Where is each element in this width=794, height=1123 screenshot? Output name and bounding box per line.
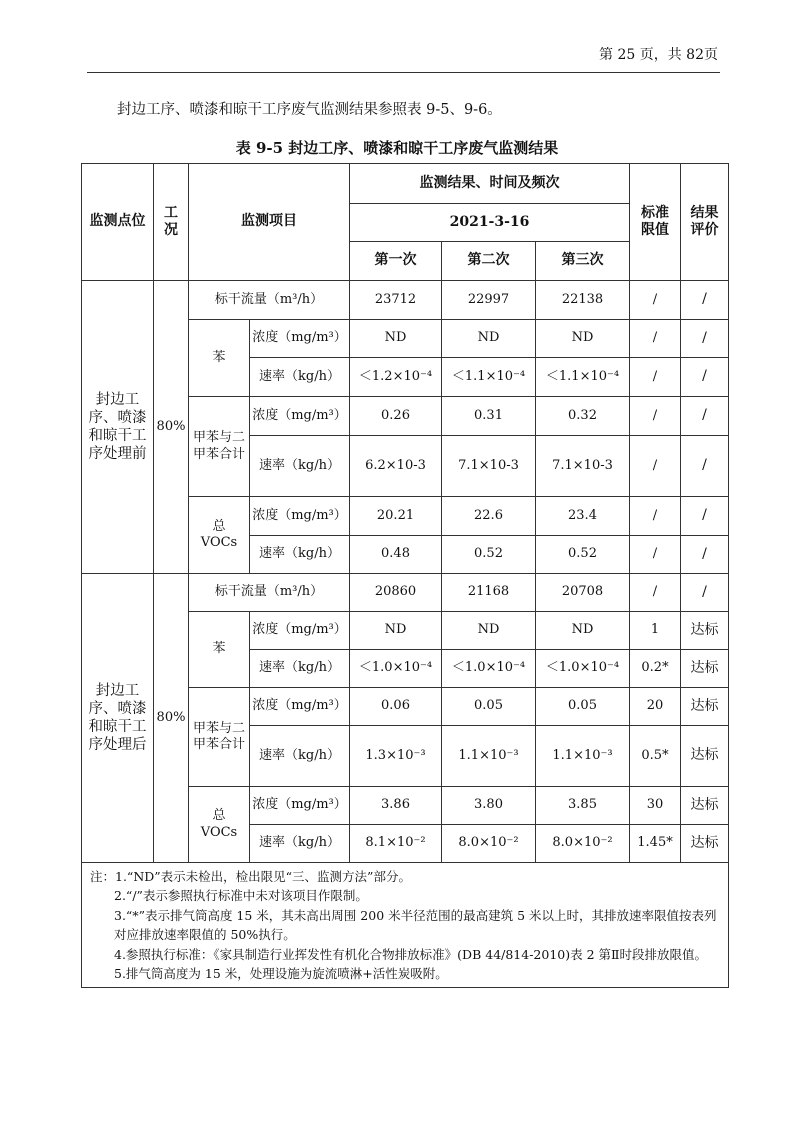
result-value-run-2: 1.1×10⁻³ bbox=[442, 726, 536, 787]
table-row bbox=[82, 281, 729, 320]
evaluation-value: / bbox=[681, 436, 729, 497]
limit-value: 0.2* bbox=[630, 650, 681, 688]
limit-value: / bbox=[630, 536, 681, 574]
header-monitoring-point: 监测点位 bbox=[82, 164, 154, 281]
parameter-label: 浓度（mg/m³） bbox=[250, 397, 350, 436]
result-value-run-1: 6.2×10-3 bbox=[350, 436, 442, 497]
result-value-run-2: 21168 bbox=[442, 574, 536, 612]
evaluation-value: / bbox=[681, 497, 729, 536]
evaluation-value: / bbox=[681, 358, 729, 397]
result-value-run-1: 20.21 bbox=[350, 497, 442, 536]
result-value-run-1: 0.48 bbox=[350, 536, 442, 574]
limit-value: / bbox=[630, 358, 681, 397]
condition-cell: 80% bbox=[154, 281, 189, 574]
monitoring-point-cell: 封边工序、喷漆和晾干工序处理后 bbox=[82, 574, 154, 863]
parameter-label: 速率（kg/h） bbox=[250, 436, 350, 497]
notes-row bbox=[82, 863, 729, 988]
result-value-run-2: ＜1.1×10⁻⁴ bbox=[442, 358, 536, 397]
limit-value: / bbox=[630, 497, 681, 536]
evaluation-value: 达标 bbox=[681, 650, 729, 688]
header-rule bbox=[87, 72, 720, 73]
evaluation-value: 达标 bbox=[681, 787, 729, 825]
note-line-1: 注：1.“ND”表示未检出，检出限见“三、监测方法”部分。 bbox=[90, 869, 411, 884]
monitoring-point-cell: 封边工序、喷漆和晾干工序处理前 bbox=[82, 281, 154, 574]
monitoring-results-table bbox=[81, 163, 729, 988]
pollutant-name: 苯 bbox=[189, 320, 250, 397]
parameter-label: 浓度（mg/m³） bbox=[250, 688, 350, 726]
result-value-run-1: ND bbox=[350, 612, 442, 650]
parameter-label: 速率（kg/h） bbox=[250, 650, 350, 688]
evaluation-value: / bbox=[681, 320, 729, 358]
result-value-run-2: ND bbox=[442, 612, 536, 650]
parameter-label: 速率（kg/h） bbox=[250, 536, 350, 574]
notes-cell bbox=[82, 863, 729, 988]
evaluation-value: 达标 bbox=[681, 612, 729, 650]
result-value-run-1: 0.06 bbox=[350, 688, 442, 726]
result-value-run-2: 0.52 bbox=[442, 536, 536, 574]
result-value-run-2: 8.0×10⁻² bbox=[442, 825, 536, 863]
table-title: 表 9-5 封边工序、喷漆和晾干工序废气监测结果 bbox=[235, 139, 559, 157]
table-row bbox=[82, 574, 729, 612]
limit-value: 20 bbox=[630, 688, 681, 726]
result-value-run-2: 3.80 bbox=[442, 787, 536, 825]
parameter-label: 浓度（mg/m³） bbox=[250, 612, 350, 650]
result-value-run-3: 0.32 bbox=[536, 397, 630, 436]
result-value-run-1: ＜1.0×10⁻⁴ bbox=[350, 650, 442, 688]
page-number-header: 第 25 页，共 82页 bbox=[599, 47, 718, 63]
note-line-2: 2.“/”表示参照执行标准中未对该项目作限制。 bbox=[114, 888, 368, 904]
result-value-run-1: 3.86 bbox=[350, 787, 442, 825]
evaluation-value: 达标 bbox=[681, 688, 729, 726]
eval-hdr-text: 结果 评价 bbox=[690, 204, 719, 238]
flow-label: 标干流量（m³/h） bbox=[189, 281, 350, 320]
intro-paragraph: 封边工序、喷漆和晾干工序废气监测结果参照表 9-5、9-6。 bbox=[117, 102, 502, 118]
header-run-1: 第一次 bbox=[350, 242, 442, 281]
limit-value: / bbox=[630, 397, 681, 436]
condition-cell: 80% bbox=[154, 574, 189, 863]
limit-value: / bbox=[630, 574, 681, 612]
result-value-run-3: 1.1×10⁻³ bbox=[536, 726, 630, 787]
note-line-5: 5.排气筒高度为 15 米，处理设施为旋流喷淋+活性炭吸附。 bbox=[114, 965, 448, 981]
result-value-run-3: 3.85 bbox=[536, 787, 630, 825]
result-value-run-2: 7.1×10-3 bbox=[442, 436, 536, 497]
evaluation-value: / bbox=[681, 536, 729, 574]
result-value-run-1: 20860 bbox=[350, 574, 442, 612]
evaluation-value: / bbox=[681, 574, 729, 612]
pollutant-name: 甲苯与二甲苯合计 bbox=[189, 688, 250, 787]
limit-value: 1.45* bbox=[630, 825, 681, 863]
pollutant-name: 苯 bbox=[189, 612, 250, 688]
result-value-run-3: 0.52 bbox=[536, 536, 630, 574]
evaluation-value: / bbox=[681, 281, 729, 320]
note-line-3: 3.“*”表示排气筒高度 15 米，其未高出周围 200 米半径范围的最高建筑 5 米以上时，其排放速率限值按表列对应排放速率限值的 50%执行。 bbox=[114, 907, 717, 943]
parameter-label: 浓度（mg/m³） bbox=[250, 497, 350, 536]
result-value-run-1: ND bbox=[350, 320, 442, 358]
header-monitoring-item: 监测项目 bbox=[189, 164, 350, 281]
cond-hdr-text: 工 况 bbox=[164, 204, 178, 238]
result-value-run-2: 22997 bbox=[442, 281, 536, 320]
result-value-run-3: ＜1.1×10⁻⁴ bbox=[536, 358, 630, 397]
result-value-run-3: 22138 bbox=[536, 281, 630, 320]
result-value-run-2: 0.31 bbox=[442, 397, 536, 436]
evaluation-value: / bbox=[681, 397, 729, 436]
result-value-run-1: 0.26 bbox=[350, 397, 442, 436]
result-value-run-3: ＜1.0×10⁻⁴ bbox=[536, 650, 630, 688]
header-run-3: 第三次 bbox=[536, 242, 630, 281]
result-value-run-3: 8.0×10⁻² bbox=[536, 825, 630, 863]
result-value-run-2: 22.6 bbox=[442, 497, 536, 536]
header-date: 2021-3-16 bbox=[350, 204, 630, 242]
result-value-run-3: 23.4 bbox=[536, 497, 630, 536]
header-condition bbox=[154, 164, 189, 281]
limit-value: 0.5* bbox=[630, 726, 681, 787]
limit-value: 1 bbox=[630, 612, 681, 650]
parameter-label: 速率（kg/h） bbox=[250, 358, 350, 397]
parameter-label: 速率（kg/h） bbox=[250, 825, 350, 863]
evaluation-value: 达标 bbox=[681, 825, 729, 863]
result-value-run-1: ＜1.2×10⁻⁴ bbox=[350, 358, 442, 397]
result-value-run-3: 20708 bbox=[536, 574, 630, 612]
limit-value: / bbox=[630, 281, 681, 320]
header-evaluation bbox=[681, 164, 729, 281]
header-standard-limit bbox=[630, 164, 681, 281]
result-value-run-1: 1.3×10⁻³ bbox=[350, 726, 442, 787]
limit-value: 30 bbox=[630, 787, 681, 825]
result-value-run-1: 23712 bbox=[350, 281, 442, 320]
result-value-run-3: 0.05 bbox=[536, 688, 630, 726]
parameter-label: 浓度（mg/m³） bbox=[250, 320, 350, 358]
result-value-run-1: 8.1×10⁻² bbox=[350, 825, 442, 863]
result-value-run-3: 7.1×10-3 bbox=[536, 436, 630, 497]
header-run-2: 第二次 bbox=[442, 242, 536, 281]
result-value-run-2: ＜1.0×10⁻⁴ bbox=[442, 650, 536, 688]
pollutant-name: 总 VOCs bbox=[189, 497, 250, 574]
evaluation-value: 达标 bbox=[681, 726, 729, 787]
limit-hdr-text: 标准 限值 bbox=[641, 204, 669, 238]
limit-value: / bbox=[630, 436, 681, 497]
header-results-time-frequency: 监测结果、时间及频次 bbox=[350, 164, 630, 204]
pollutant-name: 总 VOCs bbox=[189, 787, 250, 863]
note-line-4: 4.参照执行标准：《家具制造行业挥发性有机化合物排放标准》(DB 44/814-2010)表 2 第Ⅱ时段排放限值。 bbox=[114, 946, 708, 962]
result-value-run-3: ND bbox=[536, 320, 630, 358]
result-value-run-3: ND bbox=[536, 612, 630, 650]
result-value-run-2: ND bbox=[442, 320, 536, 358]
result-value-run-2: 0.05 bbox=[442, 688, 536, 726]
pollutant-name: 甲苯与二甲苯合计 bbox=[189, 397, 250, 497]
parameter-label: 速率（kg/h） bbox=[250, 726, 350, 787]
parameter-label: 浓度（mg/m³） bbox=[250, 787, 350, 825]
flow-label: 标干流量（m³/h） bbox=[189, 574, 350, 612]
limit-value: / bbox=[630, 320, 681, 358]
